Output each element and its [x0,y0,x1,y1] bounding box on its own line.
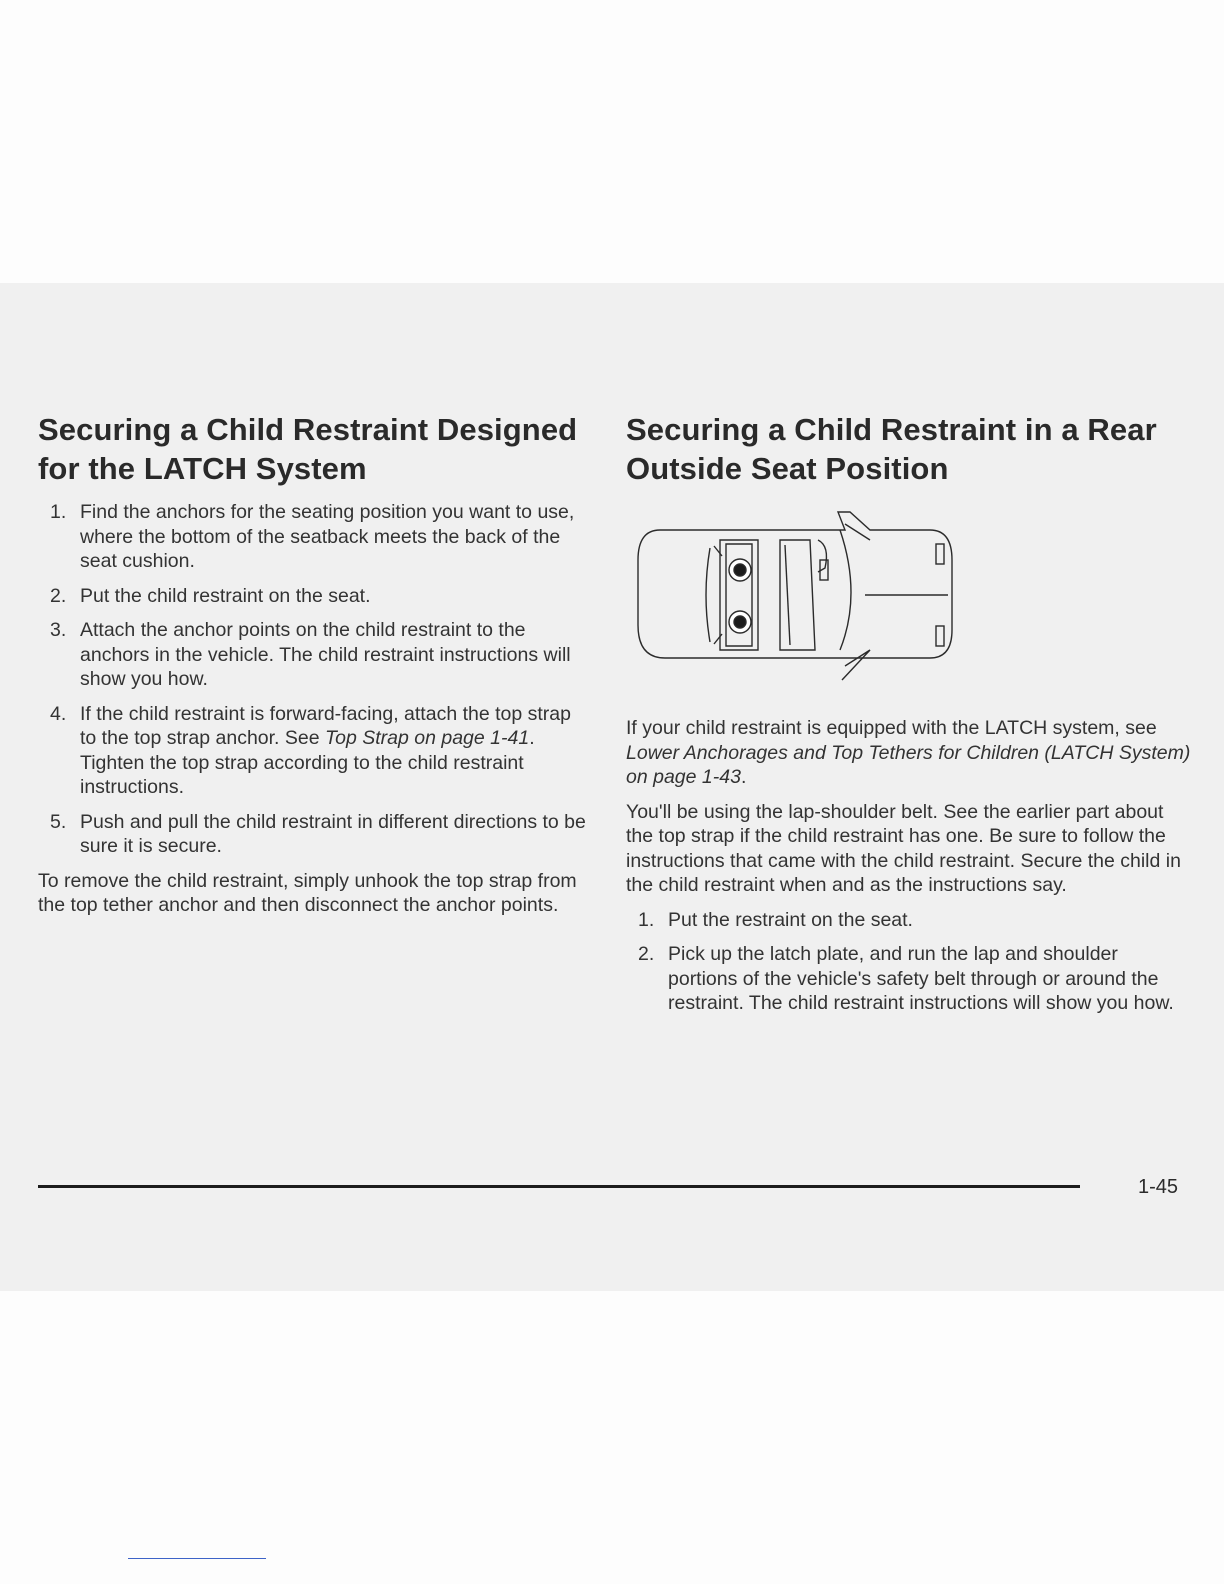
top-strap-reference-link[interactable]: Top Strap on page 1-41 [325,727,530,749]
list-item: 1. Put the restraint on the seat. [638,908,913,931]
footer-rule [38,1185,1080,1188]
link-underline-divider [128,1558,266,1559]
rear-seat-steps-list [626,908,1192,1016]
list-item: 4. If the child restraint is forward-facing, attach the top strap to the top strap anchor. See Top Strap on page 1-41. Tighten the top strap according to the child restraint instructions. [50,702,571,798]
list-item: 2. Put the child restraint on the seat. [50,584,371,607]
right-heading: Securing a Child Restraint in a Rear Outside Seat Position [626,412,1157,486]
right-column [626,410,1192,1026]
list-item: 2. Pick up the latch plate, and run the lap and shoulder portions of the vehicle's safety belt through or around the restraint. The child restraint instructions will show you how. [638,943,1174,1014]
list-item: 3. Attach the anchor points on the child restraint to the anchors in the vehicle. The child restraint instructions will show you how. [50,619,571,690]
list-item: 5. Push and pull the child restraint in different directions to be sure it is secure. [50,810,586,857]
left-column [38,410,590,918]
lap-shoulder-paragraph: You'll be using the lap-shoulder belt. See the earlier part about the top strap if the child restraint has one. Be sure to follow the instructions that came with the child restraint. Secure the child in the child restraint when and as the instructions say. [626,800,1181,896]
list-item: 1. Find the anchors for the seating position you want to use, where the bottom of the seatback meets the back of the seat cushion. [50,501,575,572]
latch-reference-paragraph: If your child restraint is equipped with the LATCH system, see Lower Anchorages and Top Tethers for Children (LATCH System) on page 1-43. [626,717,1191,788]
latch-steps-list [38,500,590,859]
removal-paragraph: To remove the child restraint, simply unhook the top strap from the top tether anchor and then disconnect the anchor points. [38,869,577,916]
left-heading: Securing a Child Restraint Designed for the LATCH System [38,412,578,486]
latch-reference-link[interactable]: Lower Anchorages and Top Tethers for Children (LATCH System) on page 1-43 [626,741,1191,788]
vehicle-top-view-icon [630,500,960,690]
page-number: 1-45 [1138,1176,1179,1198]
